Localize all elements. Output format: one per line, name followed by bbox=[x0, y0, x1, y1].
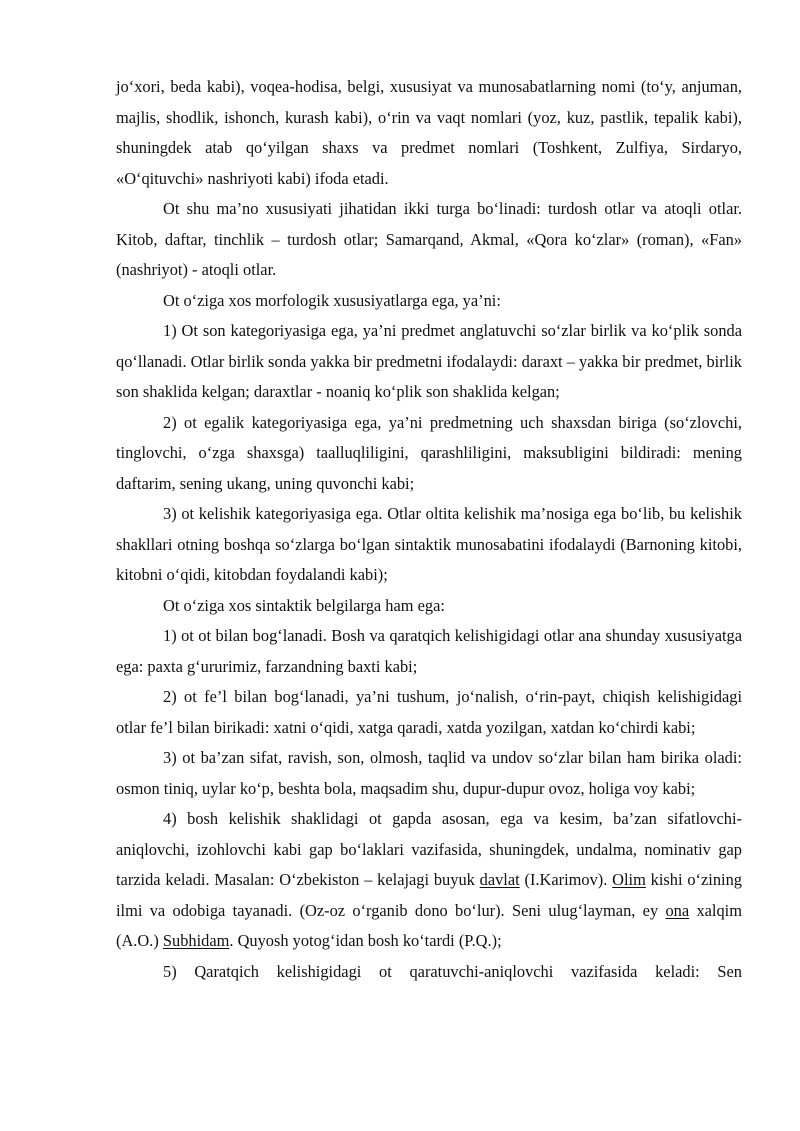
list-item-paragraph bbox=[116, 408, 742, 500]
list-item-paragraph bbox=[116, 499, 742, 591]
text-run: 3) ot kelishik kategoriyasiga ega. Otlar oltita kelishik ma’nosiga ega bo‘lib, bu kelishik shakllari otning boshqa so‘zlarga bo‘lgan sintaktik munosabatini ifodalaydi (Barnoning kitobi, kitobni o‘qidi, kitobdan foydalandi kabi); bbox=[116, 504, 742, 584]
text-run: kishi o‘zining ilmi va odobiga tayanadi. (Oz-oz o‘rganib dono bo‘lur). Seni ulug‘layman, ey bbox=[116, 870, 742, 920]
paragraph bbox=[116, 591, 742, 622]
text-run: Ot o‘ziga xos sintaktik belgilarga ham ega: bbox=[163, 595, 445, 615]
text-run: 2) ot egalik kategoriyasiga ega, ya’ni predmetning uch shaxsdan biriga (so‘zlovchi, tinglovchi, o‘zga shaxsga) taalluqliligini, qarashliligini, maksubligini bildiradi: mening daftarim, sening ukang, uning quvonchi kabi; bbox=[116, 412, 742, 493]
underlined-word: ona bbox=[665, 900, 690, 920]
list-item-paragraph bbox=[116, 621, 742, 682]
text-run: xalqim (A.O.) bbox=[116, 900, 742, 950]
text-run: . Quyosh yotog‘idan bosh ko‘tardi (P.Q.); bbox=[229, 931, 502, 950]
text-run: 1) ot ot bilan bog‘lanadi. Bosh va qaratqich kelishigidagi otlar ana shunday xususiyatga ega: paxta g‘ururimiz, farzandning baxti kabi; bbox=[116, 626, 742, 676]
text-run: (I.Karimov). bbox=[519, 870, 613, 889]
list-item-paragraph bbox=[116, 316, 742, 408]
text-run: 2) ot fe’l bilan bog‘lanadi, ya’ni tushum, jo‘nalish, o‘rin-payt, chiqish kelishigidagi otlar fe’l bilan birikadi: xatni o‘qidi, xatga qaradi, xatda yozilgan, xatdan ko‘chirdi kabi; bbox=[116, 687, 742, 737]
text-run: Ot shu ma’no xususiyati jihatidan ikki turga bo‘linadi: turdosh otlar va atoqli otlar. Kitob, daftar, tinchlik – turdosh otlar; Samarqand, Akmal, «Qora ko‘zlar» (roman), «Fan» (nashriyot) - atoqli otlar. bbox=[116, 199, 742, 279]
paragraph bbox=[116, 194, 742, 286]
list-item-paragraph bbox=[116, 957, 742, 988]
text-run: 3) ot ba’zan sifat, ravish, son, olmosh, taqlid va undov so‘zlar bilan ham birika oladi: osmon tiniq, uylar ko‘p, beshta bola, maqsadim shu, dupur-dupur ovoz, holiga voy kabi; bbox=[116, 748, 742, 798]
underlined-word: Olim bbox=[612, 870, 646, 889]
text-run: 1) Ot son kategoriyasiga ega, ya’ni predmet anglatuvchi so‘zlar birlik va ko‘plik sonda qo‘llanadi. Otlar birlik sonda yakka bir predmetni ifodalaydi: daraxt – yakka bir predmet, birlik son shaklida kelgan; daraxtlar - noaniq ko‘plik son shaklida kelgan; bbox=[116, 321, 742, 401]
underlined-word: davlat bbox=[479, 870, 520, 889]
text-run: 5) Qaratqich kelishigidagi ot qaratuvchi-aniqlovchi vazifasida keladi: Sen bbox=[163, 961, 742, 981]
underlined-word: Subhidam bbox=[162, 931, 230, 950]
text-run: Ot o‘ziga xos morfologik xususiyatlarga ega, ya’ni: bbox=[163, 290, 501, 310]
paragraph bbox=[116, 72, 742, 194]
list-item-paragraph bbox=[116, 743, 742, 804]
text-run: jo‘xori, beda kabi), voqea-hodisa, belgi, xususiyat va munosabatlarning nomi (to‘y, anjuman, majlis, shodlik, ishonch, kurash kabi), o‘rin va vaqt nomlari (yoz, kuz, pastlik, tepalik kabi), shuningdek atab qo‘yilgan shaxs va predmet nomlari (Toshkent, Zulfiya, Sirdaryo, «O‘qituvchi» nashriyoti kabi) ifoda etadi. bbox=[116, 77, 742, 188]
paragraph bbox=[116, 286, 742, 317]
list-item-paragraph bbox=[116, 682, 742, 743]
list-item-paragraph bbox=[116, 804, 742, 957]
text-run: 4) bosh kelishik shaklidagi ot gapda asosan, ega va kesim, ba’zan sifatlovchi-aniqlovchi, izohlovchi kabi gap bo‘laklari vazifasida, shuningdek, undalma, nominativ gap tarzida keladi. Masalan: O‘zbekiston – kelajagi buyuk bbox=[116, 809, 742, 889]
